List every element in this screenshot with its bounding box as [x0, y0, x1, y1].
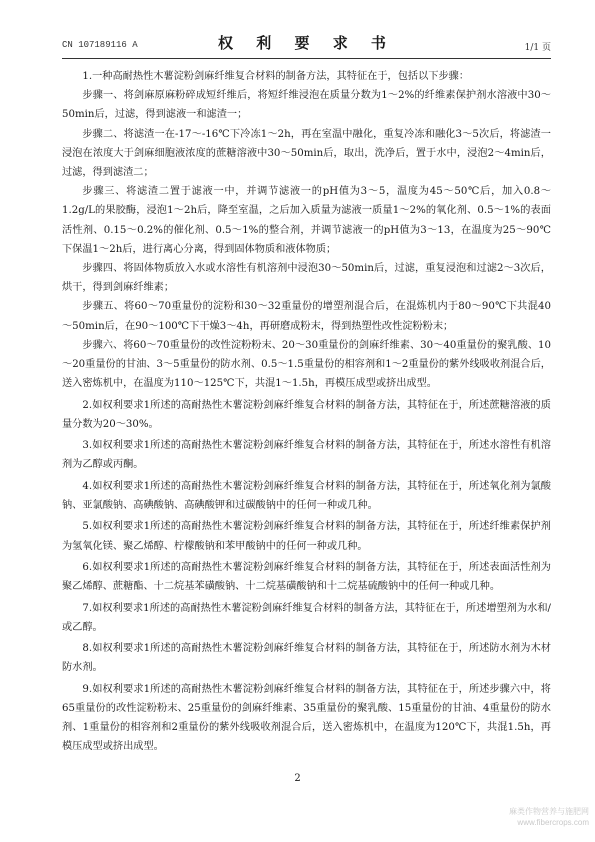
- claim-step-paragraph: 步骤二、将滤渣一在-17～-16℃下冷冻1～2h，再在室温中融化，重复冷冻和融化3～5次后，将滤渣一浸泡在浓度大于剑麻细胞液浓度的蔗糖溶液中30～50min后，取出，洗净后，置于水中，浸泡2～4min后，过滤，得到滤渣二；: [62, 128, 551, 179]
- claim-step-paragraph: 步骤六、将60～70重量份的改性淀粉粉末、20～30重量份的剑麻纤维素、30～40重量份的聚乳酸、10～20重量份的甘油、3～5重量份的防水剂、0.5～1.5重量份的相容剂和1～2重量份的紫外线吸收剂混合后，送入密炼机中，在温度为110～125℃下，共混1～1.5h，再模压成型或挤出成型。: [62, 339, 551, 390]
- claim-paragraph: 6.如权利要求1所述的高耐热性木薯淀粉剑麻纤维复合材料的制备方法，其特征在于，所述表面活性剂为聚乙烯醇、蔗糖酯、十二烷基苯磺酸钠、十二烷基磺酸钠和十二烷基硫酸钠中的任何一种或几种。: [62, 562, 551, 593]
- claim-step-paragraph: 步骤四、将固体物质放入水或水溶性有机溶剂中浸泡30～50min后，过滤，重复浸泡和过滤2～3次后，烘干，得到剑麻纤维素；: [62, 263, 551, 294]
- document-title: 权 利 要 求 书: [218, 34, 395, 52]
- claim-paragraph: 5.如权利要求1所述的高耐热性木薯淀粉剑麻纤维复合材料的制备方法，其特征在于，所述纤维素保护剂为氢氧化镁、聚乙烯醇、柠檬酸钠和苯甲酸钠中的任何一种或几种。: [62, 521, 551, 552]
- page-indicator: 1/1 页: [524, 43, 551, 53]
- claim-step-paragraph: 步骤三、将滤渣二置于滤液一中，并调节滤液一的pH值为3～5，温度为45～50℃后，加入0.8～1.2g/L的果胶酶，浸泡1～2h后，降至室温，之后加入质量为滤液一质量1～2%的氧化剂、0.5～1%的表面活性剂、0.15～0.2%的催化剂、0.5～1%的整合剂，并调节滤液一的pH值为3～13，在温度为25～90℃下保温1～2h后，进行离心分离，得到固体物质和液体物质；: [62, 186, 551, 255]
- claim-paragraph: 9.如权利要求1所述的高耐热性木薯淀粉剑麻纤维复合材料的制备方法，其特征在于，所述步骤六中，将65重量份的改性淀粉粉末、25重量份的剑麻纤维素、35重量份的聚乳酸、15重量份的甘油、4重量份的防水剂、1重量份的相容剂和2重量份的紫外线吸收剂混合后，送入密炼机中，在温度为120℃下，共混1.5h，再模压成型或挤出成型。: [62, 683, 551, 753]
- claims-body: [62, 67, 551, 757]
- claim-paragraph: 7.如权利要求1所述的高耐热性木薯淀粉剑麻纤维复合材料的制备方法，其特征在于，所述增塑剂为水和/或乙醇。: [62, 602, 551, 633]
- watermark-url: www.fibercrops.com: [517, 818, 589, 827]
- claim-step-paragraph: 步骤五、将60～70重量份的淀粉和30～32重量份的增塑剂混合后，在混炼机内于80～90℃下共混40～50min后，在90～100℃下干燥3～4h，再研磨成粉末，得到热塑性改性淀粉粉末；: [62, 301, 551, 332]
- claim-step-paragraph: 步骤一、将剑麻原麻粉碎成短纤维后，将短纤维浸泡在质量分数为1～2%的纤维素保护剂水溶液中30～50min后，过滤，得到滤液一和滤渣一；: [62, 90, 551, 121]
- page-header: [62, 28, 551, 59]
- publication-number: CN 107189116 A: [62, 40, 138, 50]
- claim-step-paragraph: 1.一种高耐热性木薯淀粉剑麻纤维复合材料的制备方法，其特征在于，包括以下步骤：: [82, 71, 470, 82]
- claim-paragraph: 8.如权利要求1所述的高耐热性木薯淀粉剑麻纤维复合材料的制备方法，其特征在于，所述防水剂为木材防水剂。: [62, 643, 551, 674]
- watermark: [509, 806, 589, 828]
- page-number: 2: [294, 773, 301, 784]
- claim-paragraph: 3.如权利要求1所述的高耐热性木薯淀粉剑麻纤维复合材料的制备方法，其特征在于，所述水溶性有机溶剂为乙醇或丙酮。: [62, 440, 551, 471]
- claim-paragraph: 2.如权利要求1所述的高耐热性木薯淀粉剑麻纤维复合材料的制备方法，其特征在于，所述蔗糖溶液的质量分数为20～30%。: [62, 399, 551, 430]
- claim-paragraph: 4.如权利要求1所述的高耐热性木薯淀粉剑麻纤维复合材料的制备方法，其特征在于，所述氧化剂为氯酸钠、亚氯酸钠、高碘酸钠、高碘酸钾和过碳酸钠中的任何一种或几种。: [62, 480, 551, 512]
- watermark-title: 麻类作物营养与施肥网: [509, 807, 589, 816]
